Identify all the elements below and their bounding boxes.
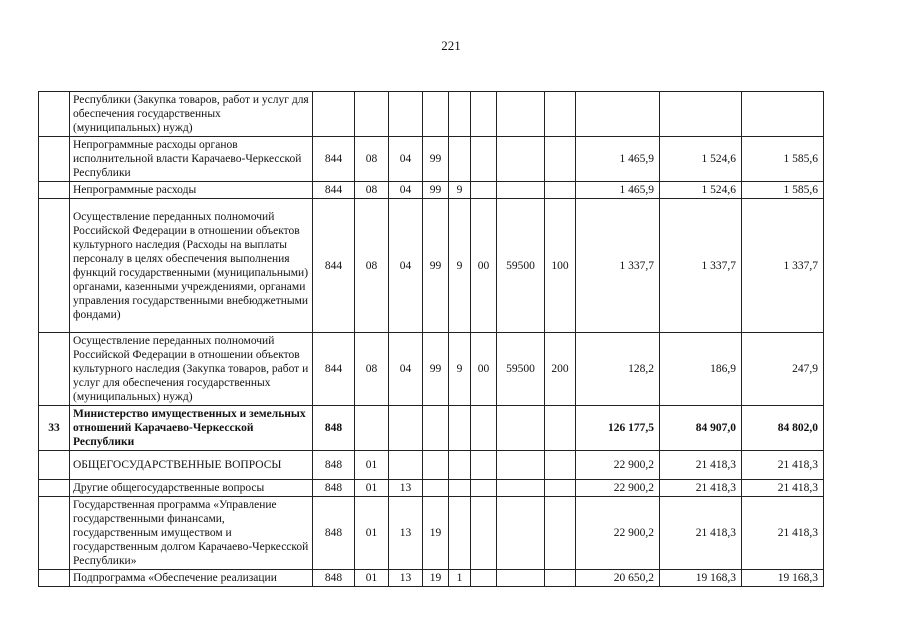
expense-code-cell [497, 182, 545, 199]
item-name-cell: Подпрограмма «Обеспечение реализации [70, 570, 313, 587]
type-code-cell [545, 406, 576, 451]
item-name-cell: Министерство имущественных и земельных отношений Карачаево-Черкесской Республики [70, 406, 313, 451]
amount-year-2-cell: 21 418,3 [660, 480, 742, 497]
amount-year-3-cell: 1 585,6 [742, 137, 824, 182]
amount-year-2-cell: 21 418,3 [660, 497, 742, 570]
direction-code-cell [471, 92, 497, 137]
ministry-code-cell [313, 92, 355, 137]
subprogram-code-cell: 9 [449, 333, 471, 406]
direction-code-cell: 00 [471, 333, 497, 406]
type-code-cell [545, 570, 576, 587]
expense-code-cell [497, 480, 545, 497]
expense-code-cell [497, 497, 545, 570]
subsection-code-cell: 13 [389, 570, 423, 587]
program-code-cell: 99 [423, 333, 449, 406]
subsection-code-cell: 04 [389, 199, 423, 333]
table-row [39, 480, 824, 497]
item-name-cell: Непрограммные расходы органов исполнительной власти Карачаево-Черкесской Республики [70, 137, 313, 182]
program-code-cell: 99 [423, 137, 449, 182]
amount-year-1-cell: 128,2 [576, 333, 660, 406]
ministry-code-cell: 848 [313, 480, 355, 497]
subsection-code-cell: 04 [389, 182, 423, 199]
item-name-cell: Осуществление переданных полномочий Российской Федерации в отношении объектов культурного наследия (Закупка товаров, работ и услуг для обеспечения государственных (муниципальных) нужд) [70, 333, 313, 406]
amount-year-2-cell: 21 418,3 [660, 451, 742, 480]
type-code-cell [545, 451, 576, 480]
amount-year-2-cell [660, 92, 742, 137]
amount-year-3-cell [742, 92, 824, 137]
section-code-cell: 01 [355, 570, 389, 587]
row-number-cell [39, 480, 70, 497]
subprogram-code-cell: 9 [449, 199, 471, 333]
table-body [39, 92, 824, 587]
amount-year-3-cell: 1 337,7 [742, 199, 824, 333]
section-code-cell: 08 [355, 182, 389, 199]
amount-year-2-cell: 84 907,0 [660, 406, 742, 451]
table-row [39, 451, 824, 480]
section-code-cell: 08 [355, 137, 389, 182]
direction-code-cell [471, 137, 497, 182]
section-code-cell [355, 406, 389, 451]
item-name-cell: ОБЩЕГОСУДАРСТВЕННЫЕ ВОПРОСЫ [70, 451, 313, 480]
expense-code-cell [497, 137, 545, 182]
amount-year-1-cell: 22 900,2 [576, 480, 660, 497]
direction-code-cell [471, 406, 497, 451]
subsection-code-cell: 13 [389, 497, 423, 570]
row-number-cell [39, 451, 70, 480]
section-code-cell: 01 [355, 451, 389, 480]
program-code-cell: 19 [423, 497, 449, 570]
amount-year-1-cell: 20 650,2 [576, 570, 660, 587]
item-name-cell: Непрограммные расходы [70, 182, 313, 199]
amount-year-1-cell: 22 900,2 [576, 451, 660, 480]
table-row [39, 333, 824, 406]
row-number-cell [39, 570, 70, 587]
type-code-cell: 100 [545, 199, 576, 333]
section-code-cell: 01 [355, 480, 389, 497]
table-row [39, 497, 824, 570]
ministry-code-cell: 848 [313, 570, 355, 587]
section-code-cell [355, 92, 389, 137]
item-name-cell: Государственная программа «Управление государственными финансами, государственным имуществом и государственным долгом Карачаево-Черкесской Республики» [70, 497, 313, 570]
type-code-cell [545, 497, 576, 570]
program-code-cell: 99 [423, 182, 449, 199]
type-code-cell: 200 [545, 333, 576, 406]
amount-year-3-cell: 1 585,6 [742, 182, 824, 199]
type-code-cell [545, 137, 576, 182]
page-number: 221 [441, 38, 461, 53]
ministry-code-cell: 844 [313, 182, 355, 199]
amount-year-1-cell: 22 900,2 [576, 497, 660, 570]
subsection-code-cell: 04 [389, 137, 423, 182]
subsection-code-cell [389, 92, 423, 137]
type-code-cell [545, 182, 576, 199]
amount-year-3-cell: 19 168,3 [742, 570, 824, 587]
expense-code-cell [497, 570, 545, 587]
ministry-code-cell: 844 [313, 199, 355, 333]
subprogram-code-cell [449, 451, 471, 480]
amount-year-2-cell: 19 168,3 [660, 570, 742, 587]
row-number-cell [39, 333, 70, 406]
amount-year-1-cell: 1 337,7 [576, 199, 660, 333]
amount-year-3-cell: 84 802,0 [742, 406, 824, 451]
row-number-cell [39, 92, 70, 137]
direction-code-cell [471, 480, 497, 497]
subprogram-code-cell [449, 137, 471, 182]
expense-code-cell: 59500 [497, 333, 545, 406]
row-number-cell [39, 497, 70, 570]
amount-year-2-cell: 186,9 [660, 333, 742, 406]
ministry-code-cell: 848 [313, 497, 355, 570]
program-code-cell [423, 92, 449, 137]
item-name-cell: Республики (Закупка товаров, работ и услуг для обеспечения государственных (муниципальных) нужд) [70, 92, 313, 137]
section-code-cell: 08 [355, 333, 389, 406]
amount-year-2-cell: 1 524,6 [660, 182, 742, 199]
program-code-cell: 99 [423, 199, 449, 333]
direction-code-cell [471, 451, 497, 480]
table-row [39, 182, 824, 199]
program-code-cell [423, 451, 449, 480]
subsection-code-cell [389, 406, 423, 451]
subprogram-code-cell [449, 92, 471, 137]
subsection-code-cell: 13 [389, 480, 423, 497]
amount-year-1-cell [576, 92, 660, 137]
expense-code-cell [497, 406, 545, 451]
ministry-code-cell: 848 [313, 406, 355, 451]
table-row [39, 199, 824, 333]
program-code-cell [423, 406, 449, 451]
amount-year-2-cell: 1 524,6 [660, 137, 742, 182]
amount-year-1-cell: 1 465,9 [576, 182, 660, 199]
ministry-code-cell: 844 [313, 333, 355, 406]
amount-year-3-cell: 247,9 [742, 333, 824, 406]
subprogram-code-cell [449, 406, 471, 451]
direction-code-cell: 00 [471, 199, 497, 333]
table-row [39, 92, 824, 137]
expense-code-cell [497, 451, 545, 480]
type-code-cell [545, 92, 576, 137]
program-code-cell [423, 480, 449, 497]
amount-year-1-cell: 1 465,9 [576, 137, 660, 182]
program-code-cell: 19 [423, 570, 449, 587]
direction-code-cell [471, 182, 497, 199]
item-name-cell: Осуществление переданных полномочий Российской Федерации в отношении объектов культурного наследия (Расходы на выплаты персоналу в целях обеспечения выполнения функций государственными (муниципальными) органами, казенными учреждениями, органами управления государственными внебюджетными фондами) [70, 199, 313, 333]
expense-code-cell [497, 92, 545, 137]
row-number-cell [39, 182, 70, 199]
row-number-cell [39, 199, 70, 333]
amount-year-3-cell: 21 418,3 [742, 480, 824, 497]
amount-year-3-cell: 21 418,3 [742, 497, 824, 570]
subsection-code-cell [389, 451, 423, 480]
subprogram-code-cell: 9 [449, 182, 471, 199]
section-code-cell: 01 [355, 497, 389, 570]
table-row [39, 570, 824, 587]
ministry-code-cell: 844 [313, 137, 355, 182]
ministry-code-cell: 848 [313, 451, 355, 480]
table-row [39, 137, 824, 182]
table-row [39, 406, 824, 451]
section-code-cell: 08 [355, 199, 389, 333]
amount-year-3-cell: 21 418,3 [742, 451, 824, 480]
direction-code-cell [471, 497, 497, 570]
subprogram-code-cell: 1 [449, 570, 471, 587]
direction-code-cell [471, 570, 497, 587]
budget-table [38, 91, 824, 587]
subprogram-code-cell [449, 480, 471, 497]
amount-year-2-cell: 1 337,7 [660, 199, 742, 333]
type-code-cell [545, 480, 576, 497]
item-name-cell: Другие общегосударственные вопросы [70, 480, 313, 497]
subprogram-code-cell [449, 497, 471, 570]
subsection-code-cell: 04 [389, 333, 423, 406]
expense-code-cell: 59500 [497, 199, 545, 333]
row-number-cell [39, 137, 70, 182]
row-number-cell: 33 [39, 406, 70, 451]
amount-year-1-cell: 126 177,5 [576, 406, 660, 451]
